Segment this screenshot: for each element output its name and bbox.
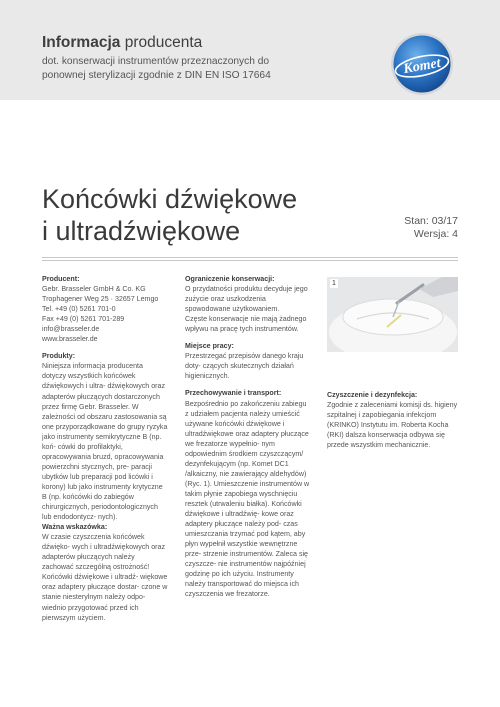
title-bold: Informacja [42,34,121,51]
producent-heading: Producent: [42,275,80,283]
czyszczenie-text: Zgodnie z zaleceniami komisji ds. higieny szpitalnej i zapobiegania infekcjom (KRINKO) Instytutu im. Roberta Kocha (RKI) dalsza konserwacja odbywa się przede wszystkim mechanicznie. [327,401,458,450]
producent-line: www.brasseler.de [42,335,98,344]
przechowywanie-section [185,388,311,599]
document-subtitle: dot. konserwacji instrumentów przeznaczonych do ponownej sterylizacji zgodnie z DIN EN ISO 17664 [42,56,271,81]
title-line-2: i ultradźwiękowe [42,216,241,246]
przechowywanie-text: Bezpośrednio po zakończeniu zabiegu z udziałem pacjenta należy umieścić używane końcówki dźwiękowe i ultradźwiękowe oraz adaptery płuczące we frezatorze wypełnio- nym odpowiednim środkiem czyszczącym/ dezynfekującym (np. Komet DC1 /alkaiczny, nie zawierający aldehydów) (Ryc. 1). Umieszczenie instrumentów w takim płynie zapobiega wyschnięciu resztek (utrwaleniu białka). Końcówki dźwiękowe i ultradźwię- kowe oraz adaptery płuczące należy pod- czas umieszczania trzymać pod kątem, aby płyn wypełnił wszystkie wewnętrzne prze- strzenie instrumentów. Zaleca się czyszcze- nie instrumentów najpóźniej godzinę po ich użyciu. Instrumenty należy transportować do miejsca ich czyszczenia we frezatorze. [185,399,310,599]
column-2 [185,274,311,606]
producent-line: Fax +49 (0) 5261 701-289 [42,315,125,324]
document-type-title [42,34,202,52]
producent-line: Tel. +49 (0) 5261 701-0 [42,305,116,314]
logo-text: Komet [402,55,442,78]
producent-line: info@brasseler.de [42,325,100,334]
title-line-1: Końcówki dźwiękowe [42,184,298,214]
page-title [42,183,297,247]
ograniczenie-heading: Ograniczenie konserwacji: [185,275,275,283]
divider-top [42,257,458,258]
title-rest: producenta [124,34,203,51]
wazna-section [42,522,168,622]
stan-label: Stan: 03/17 [404,215,458,227]
produkty-section [42,351,168,522]
wazna-heading: Ważna wskazówka: [42,523,108,532]
wersja-label: Wersja: 4 [413,228,458,240]
czyszczenie-heading: Czyszczenie i dezynfekcja: [327,391,418,399]
czyszczenie-section [327,390,458,450]
column-3 [327,390,458,457]
figure-1-photo [327,277,458,352]
miejsce-text: Przestrzegać przepisów danego kraju doty- czących skutecznych działań higienicznych. [185,352,304,381]
ograniczenie-text-2: Częste konserwacje nie mają żadnego wpływu na pracę tych instrumentów. [185,315,307,334]
ograniczenie-text-1: O przydatności produktu decyduje jego zużycie oraz uszkodzenia spowodowane użytkowaniem. [185,285,308,314]
ograniczenie-section [185,274,311,334]
produkty-text: Niniejsza informacja producenta dotyczy wszystkich końcówek dźwiękowych i ultra- dźwiękowych oraz adapterów płuczących dostarczonych przez firmę Gebr. Brasseler. W zależności od obszaru zastosowania są one przyporządkowane do grupy ryzyka jako instrumenty semikrytyczne B (np. koń- cówki do profilaktyki, opracowywania bruzd, opracowywania powierzchni stycznych, pre- paracji ubytków lub preparacji pod licówki i korony) lub jako instrumenty krytyczne B (np. końcówki do zabiegów chirurgicznych, periodontologicznych lub endodontycz- nych). [42,362,168,522]
producent-line: Gebr. Brasseler GmbH & Co. KG [42,285,146,294]
wazna-text: W czasie czyszczenia końcówek dźwięko- wych i ultradźwiękowych oraz adapterów płuczących należy zachować szczególną ostrożność! Końcówki dźwiękowe i ultradź- więkowe oraz adaptery płuczące dostar- czone w stanie niesterylnym należy odpo- wiednio przygotować przed ich pierwszym użyciem. [42,533,168,622]
ultrasonic-bath-illustration [327,277,458,352]
produkty-heading: Produkty: [42,352,76,361]
przechowywanie-heading: Przechowywanie i transport: [185,389,282,398]
column-1 [42,274,168,630]
miejsce-heading: Miejsce pracy: [185,342,234,351]
producent-section [42,274,168,344]
komet-logo [390,32,454,96]
divider-bottom [42,260,458,261]
version-info [404,215,458,241]
figure-number: 1 [332,280,336,287]
producent-line: Trophagener Weg 25 · 32657 Lemgo [42,295,159,304]
miejsce-section [185,341,311,381]
